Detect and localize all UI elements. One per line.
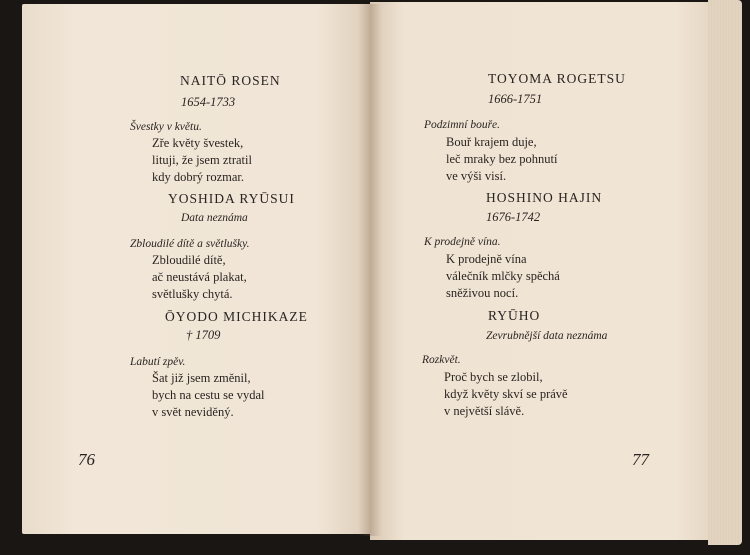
poet-name: NAITŌ ROSEN	[180, 73, 281, 88]
poem-line: ve výši visí.	[446, 169, 507, 183]
poem-line: Zře květy švestek,	[152, 136, 244, 150]
poet-name: HOSHINO HAJIN	[486, 190, 603, 205]
poet-dates: 1676-1742	[486, 210, 541, 224]
poem-line: Zbloudilé dítě,	[152, 253, 226, 267]
poet-name: RYŪHO	[488, 308, 541, 323]
poem-line: leč mraky bez pohnutí	[446, 152, 558, 166]
book-gutter	[358, 4, 382, 536]
poem-line: světlušky chytá.	[152, 287, 233, 301]
poem-line: ač neustává plakat,	[152, 270, 247, 284]
poem-title: Podzimní bouře.	[424, 119, 501, 131]
poem-title: Švestky v květu.	[130, 121, 202, 133]
poet-dates: 1654-1733	[181, 95, 236, 109]
poem-line: Šat již jsem změnil,	[152, 371, 251, 385]
poem-title: Labutí zpěv.	[130, 356, 186, 368]
poem-line: když květy skví se právě	[444, 387, 568, 401]
poet-name: TOYOMA ROGETSU	[488, 71, 626, 86]
poem-line: v největší slávě.	[444, 404, 525, 418]
page-edges	[708, 0, 742, 545]
poet-name: ŌYODO MICHIKAZE	[165, 309, 308, 324]
poem-line: válečník mlčky spěchá	[446, 269, 560, 283]
poem-line: bych na cestu se vydal	[152, 388, 265, 402]
page-number: 76	[78, 450, 95, 469]
poem-line: kdy dobrý rozmar.	[152, 170, 244, 184]
poem-line: sněživou nocí.	[446, 286, 519, 300]
poem-title: K prodejně vína.	[424, 236, 501, 248]
poem-line: v svět neviděný.	[152, 405, 234, 419]
poem-line: Proč bych se zlobil,	[444, 370, 543, 384]
poet-dates: 1666-1751	[488, 92, 543, 106]
poet-dates: Data neznáma	[181, 212, 248, 224]
page-number: 77	[632, 450, 649, 469]
poem-line: Bouř krajem duje,	[446, 135, 537, 149]
poet-dates: † 1709	[186, 328, 221, 342]
poem-line: K prodejně vína	[446, 252, 527, 266]
poem-title: Rozkvět.	[422, 354, 461, 366]
poet-dates: Zevrubnější data neznáma	[486, 330, 608, 342]
poet-name: YOSHIDA RYŪSUI	[168, 191, 295, 206]
poem-line: lituji, že jsem ztratil	[152, 153, 252, 167]
poem-title: Zbloudilé dítě a světlušky.	[130, 238, 250, 250]
